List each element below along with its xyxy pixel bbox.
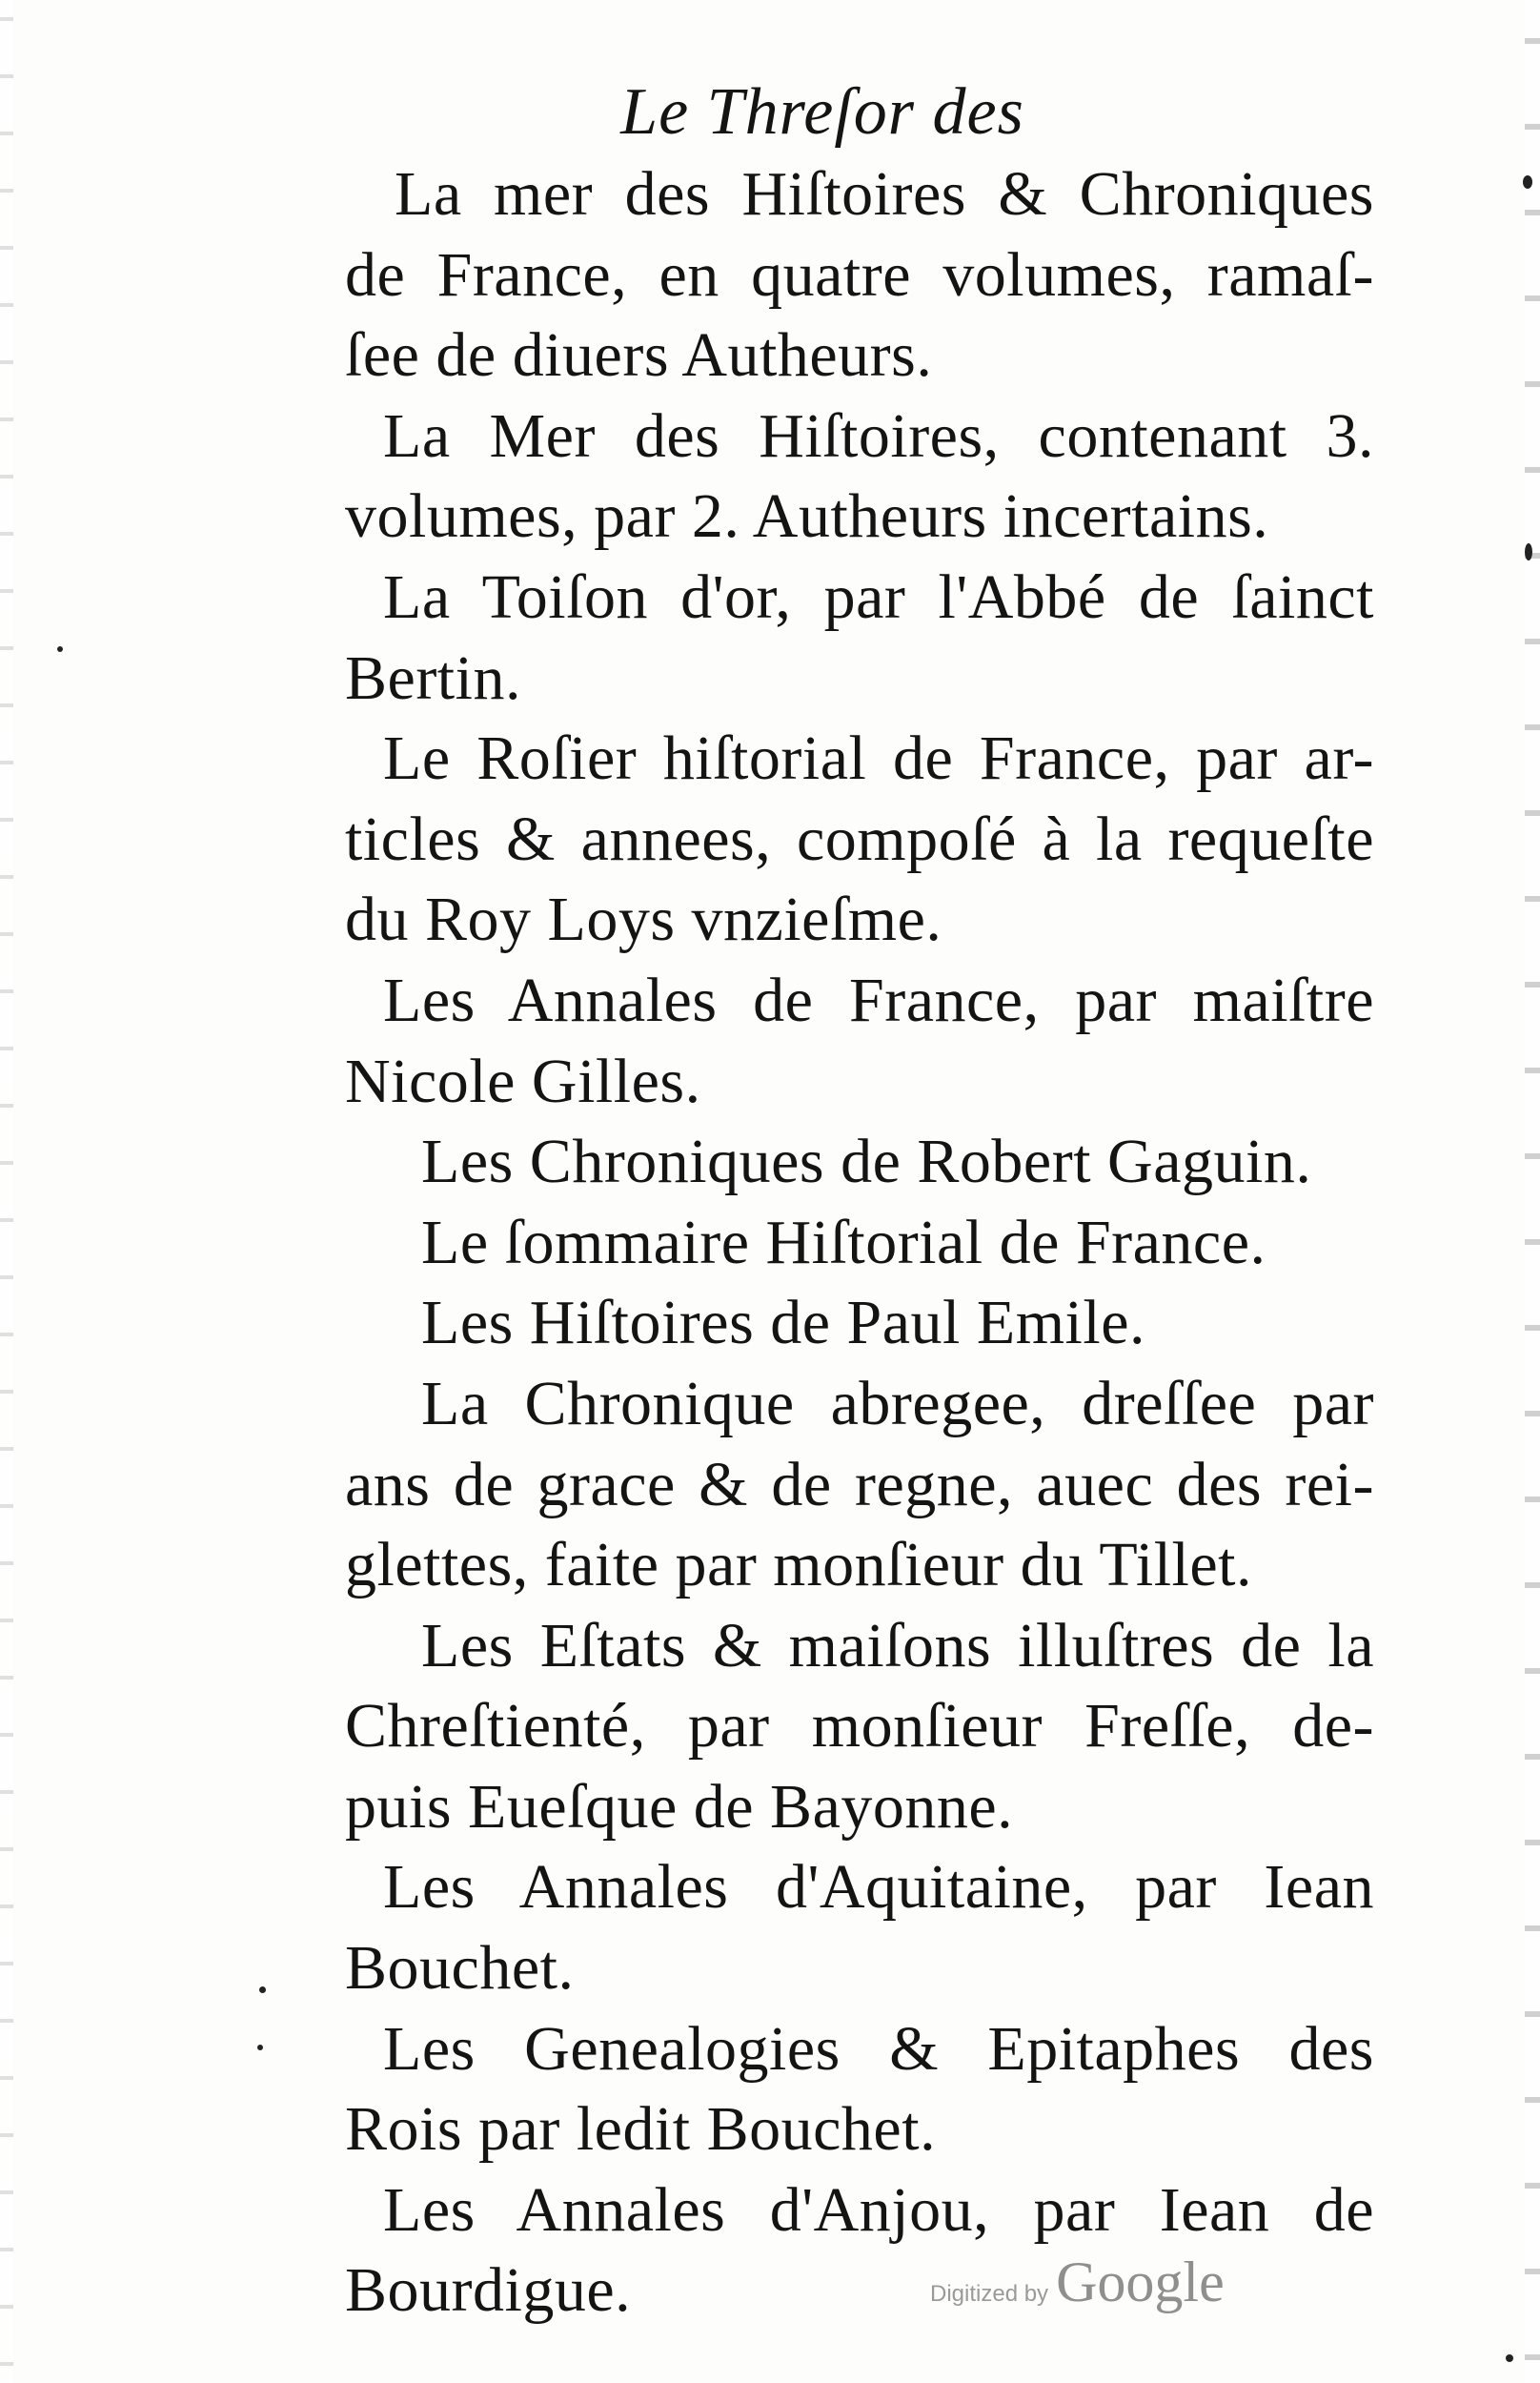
catalog-entry [345, 2009, 1374, 2170]
entry-line: du Roy Loys vnzieſme. [345, 885, 942, 955]
scan-edge-right [1525, 0, 1540, 2383]
entry-line: Nicole Gilles. [345, 1046, 701, 1116]
entry-line: La Mer des Hiſtoires, contenant 3. [383, 400, 1374, 471]
entry-line: volumes, par 2. Autheurs incertains. [345, 481, 1269, 552]
catalog-entry [345, 1122, 1374, 1203]
catalog-entry [345, 397, 1374, 558]
catalog-entry [345, 154, 1374, 397]
entry-line: Bouchet. [345, 1933, 575, 2004]
entry-line: glettes, faite par monſieur du Tillet. [345, 1530, 1253, 1600]
entry-line: ſee de diuers Autheurs. [345, 320, 933, 391]
entry-line: Rois par ledit Bouchet. [345, 2094, 937, 2165]
catalog-entry [345, 961, 1374, 1122]
running-title: Le Threſor des [620, 75, 1024, 149]
catalog-text [345, 154, 1374, 2332]
ink-speck [1506, 2354, 1513, 2362]
catalog-entry [345, 1847, 1374, 2008]
catalog-entry [345, 1283, 1374, 1364]
entry-line: Les Annales d'Aquitaine, par Iean [383, 1852, 1374, 1923]
google-logo: Google [1056, 2251, 1225, 2313]
entry-line: Les Chroniques de Robert Gaguin. [421, 1127, 1312, 1197]
ink-speck [1523, 175, 1532, 189]
entry-line: puis Eueſque de Bayonne. [345, 1771, 1014, 1842]
catalog-entry [345, 1606, 1374, 1848]
entry-line: Les Genealogies & Epitaphes des [383, 2013, 1374, 2084]
digitized-by-google-watermark [930, 2250, 1264, 2316]
ink-speck [57, 646, 63, 652]
entry-line: Les Eſtats & maiſons illuſtres de la [421, 1610, 1374, 1680]
scan-edge-left [0, 0, 13, 2383]
ink-speck [1525, 543, 1532, 560]
entry-line: ticles & annees, compoſé à la requeſte [345, 804, 1374, 874]
digitized-label: Digitized by [930, 2281, 1049, 2307]
entry-line: Les Hiſtoires de Paul Emile. [421, 1288, 1146, 1358]
ink-speck [257, 2045, 263, 2050]
entry-line: de France, en quatre volumes, ramaſ- [345, 239, 1374, 310]
ink-speck [259, 1986, 266, 1993]
entry-line: Chreſtienté, par monſieur Freſſe, de- [345, 1691, 1374, 1762]
entry-line: ans de grace & de regne, auec des rei- [345, 1449, 1374, 1519]
entry-line: La mer des Hiſtoires & Chroniques [395, 159, 1374, 229]
entry-line: La Toiſon d'or, par l'Abbé de ſainct [383, 561, 1374, 632]
entry-line: Bertin. [345, 642, 521, 713]
catalog-entry [345, 1203, 1374, 1284]
entry-line: Le Roſier hiſtorial de France, par ar- [383, 723, 1374, 794]
entry-line: Bourdigue. [345, 2255, 632, 2326]
entry-line: La Chronique abregee, dreſſee par [421, 1368, 1374, 1438]
catalog-entry [345, 719, 1374, 961]
catalog-entry [345, 558, 1374, 719]
entry-line: Les Annales d'Anjou, par Iean de [383, 2174, 1374, 2245]
entry-line: Les Annales de France, par maiſtre [383, 965, 1374, 1035]
entry-line: Le ſommaire Hiſtorial de France. [421, 1207, 1266, 1277]
catalog-entry [345, 1364, 1374, 1606]
